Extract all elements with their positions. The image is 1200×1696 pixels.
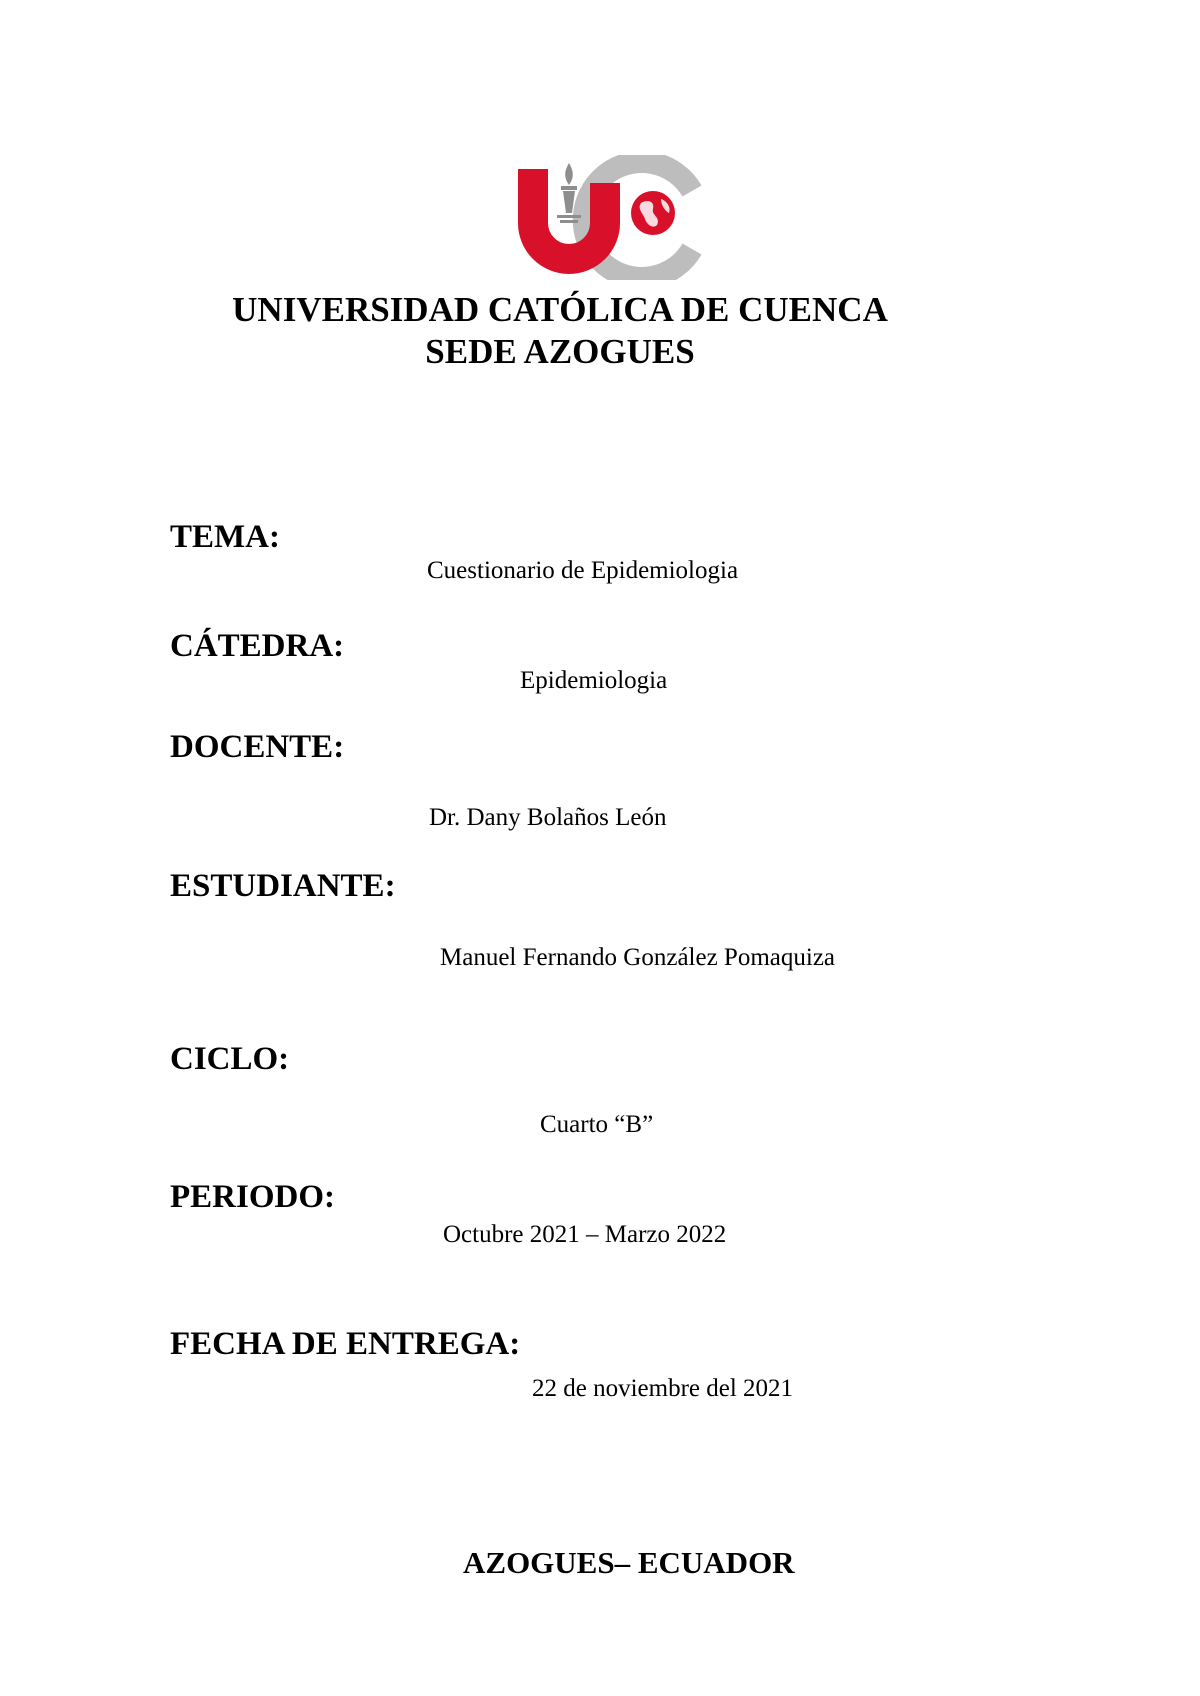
catedra-value: Epidemiologia xyxy=(520,667,668,694)
location-footer: AZOGUES– ECUADOR xyxy=(463,1545,795,1580)
ciclo-label: CICLO: xyxy=(170,1041,290,1077)
estudiante-label: ESTUDIANTE: xyxy=(170,868,396,904)
fecha-value: 22 de noviembre del 2021 xyxy=(532,1375,794,1402)
docente-label: DOCENTE: xyxy=(170,729,345,765)
tema-value: Cuestionario de Epidemiologia xyxy=(427,557,739,584)
campus-name: SEDE AZOGUES xyxy=(425,332,695,371)
periodo-label: PERIODO: xyxy=(170,1179,335,1215)
fecha-label: FECHA DE ENTREGA: xyxy=(170,1326,521,1362)
ucacue-logo-icon xyxy=(505,155,705,280)
catedra-label: CÁTEDRA: xyxy=(170,628,345,664)
docente-value: Dr. Dany Bolaños León xyxy=(429,804,667,831)
university-name: UNIVERSIDAD CATÓLICA DE CUENCA xyxy=(232,290,888,329)
periodo-value: Octubre 2021 – Marzo 2022 xyxy=(443,1221,727,1248)
tema-label: TEMA: xyxy=(170,519,280,555)
ciclo-value: Cuarto “B” xyxy=(540,1111,654,1138)
estudiante-value: Manuel Fernando González Pomaquiza xyxy=(440,944,836,971)
